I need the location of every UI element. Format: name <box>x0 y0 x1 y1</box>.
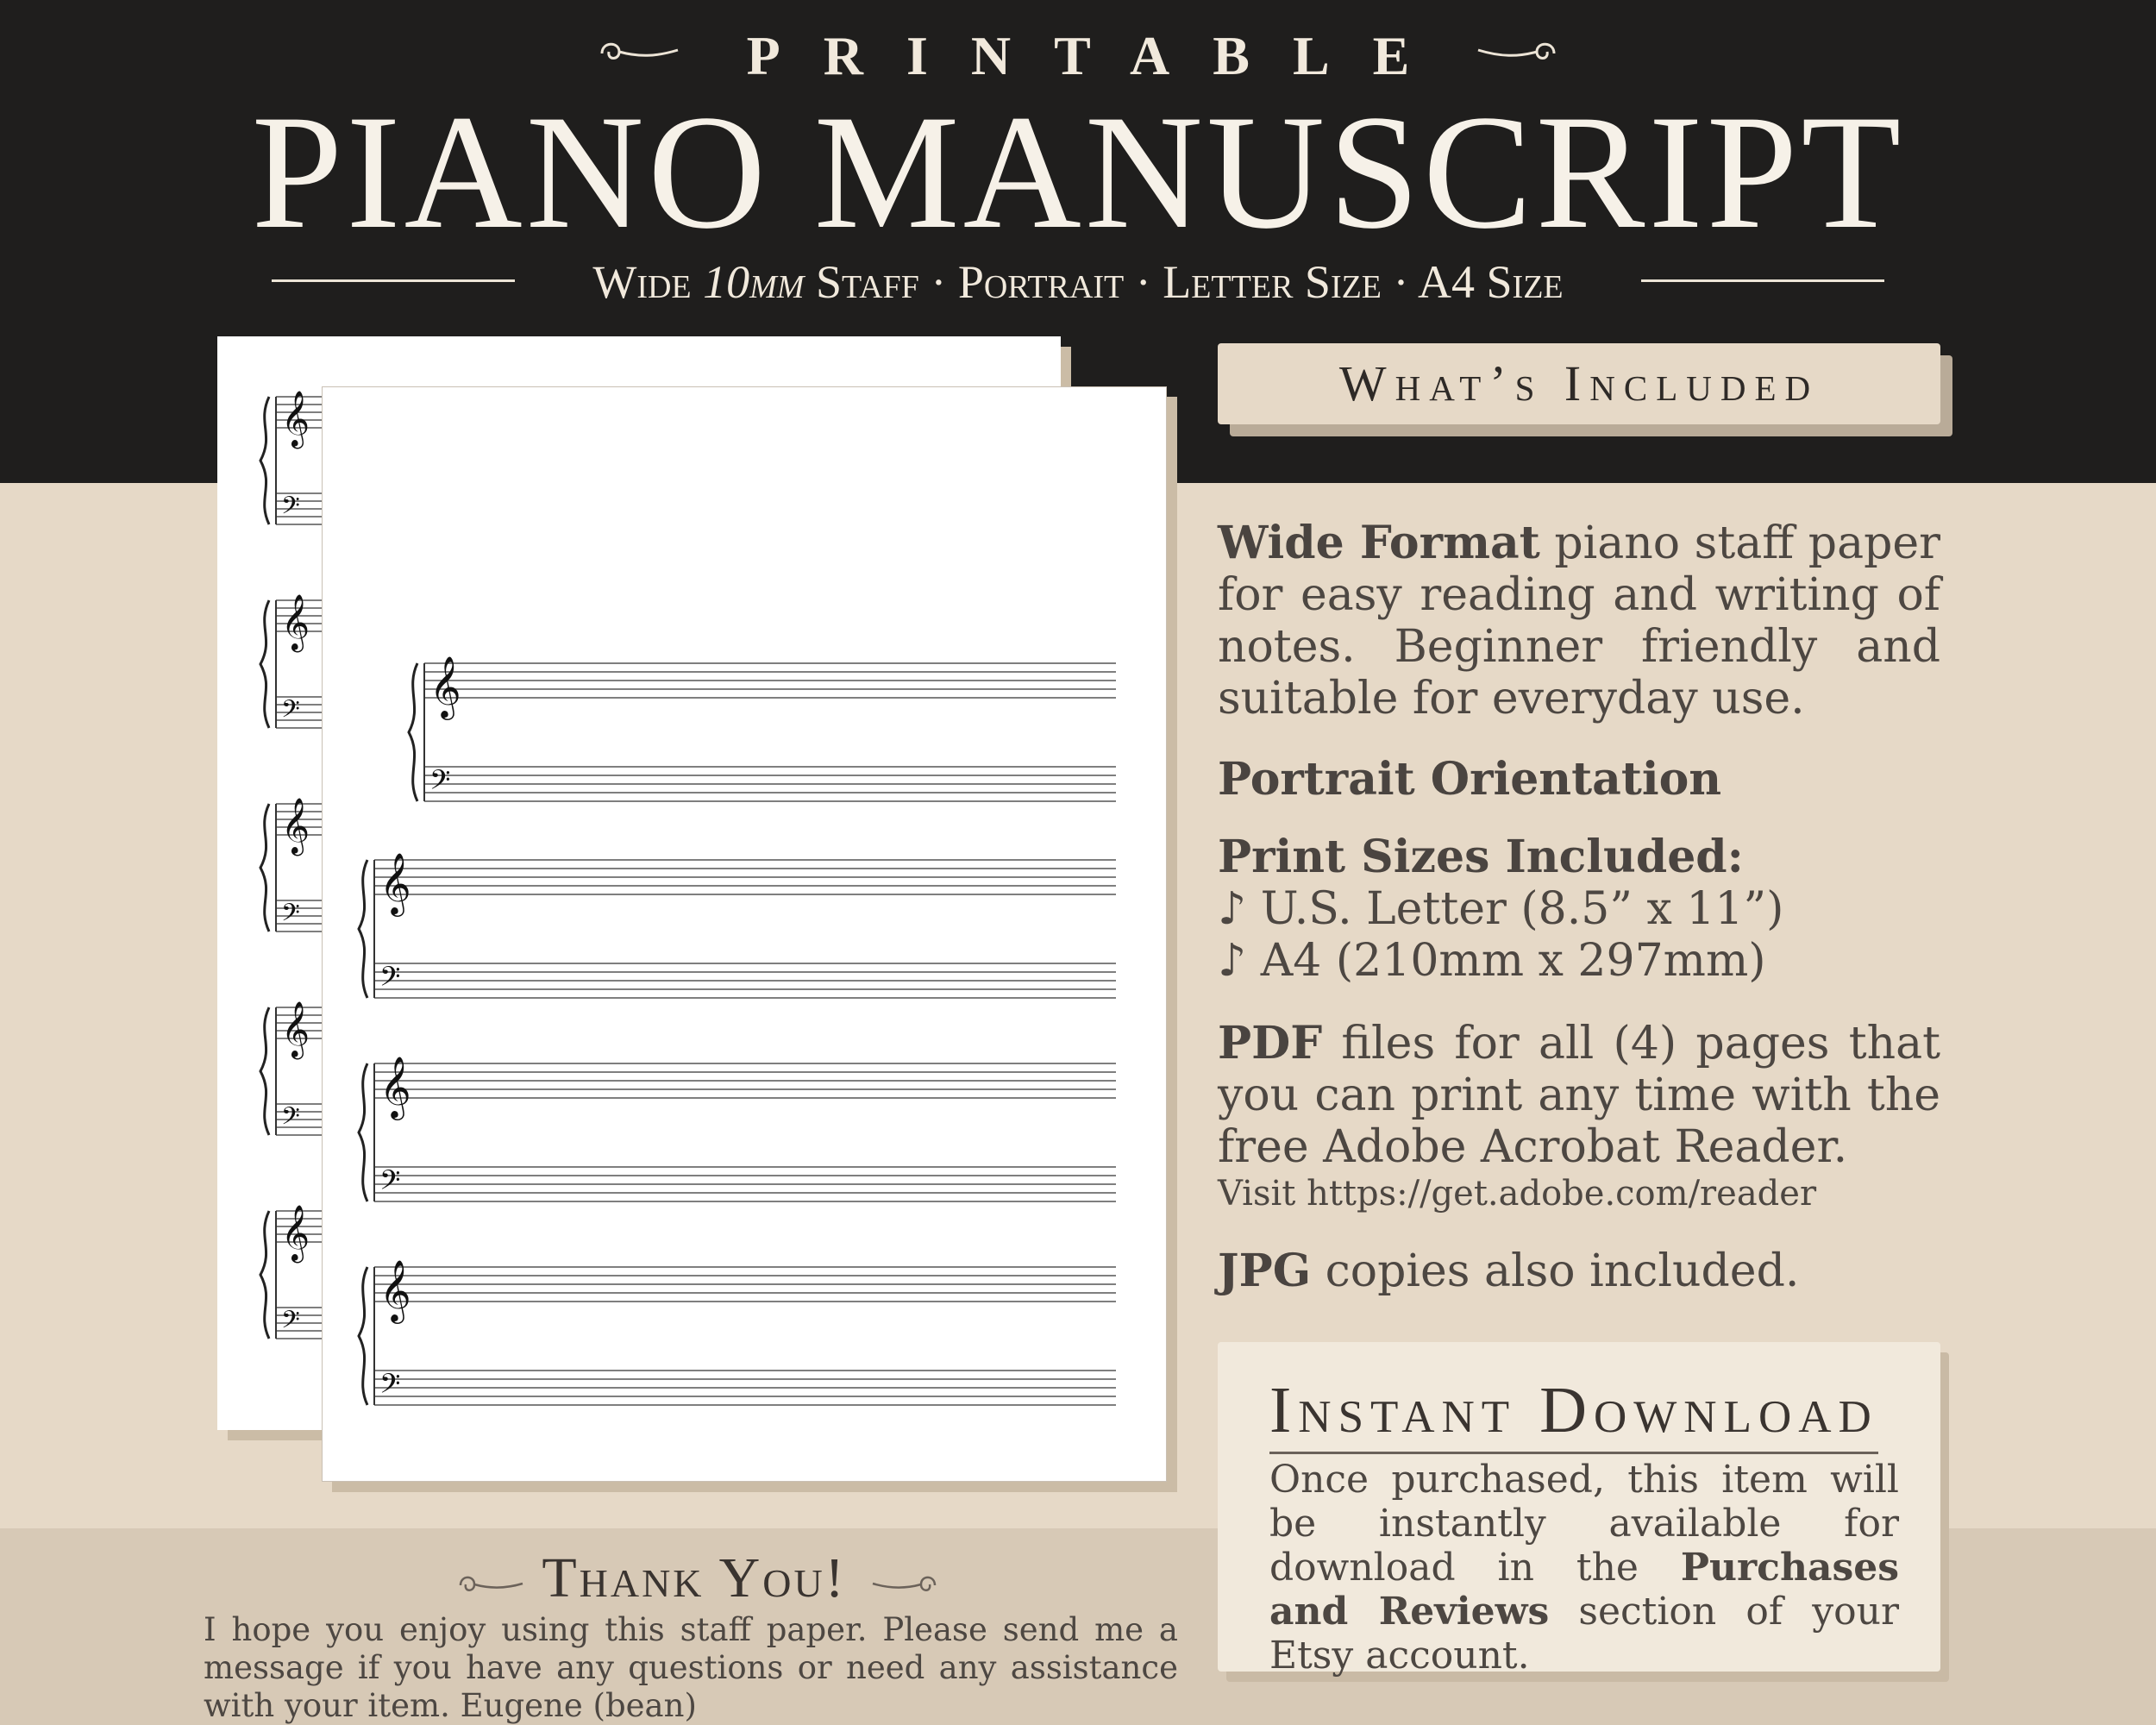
brace-icon <box>260 397 269 524</box>
sheet-preview-front <box>322 386 1167 1482</box>
whats-included-heading: What’s Included <box>1218 343 1940 424</box>
treble-clef-icon: 𝄞 <box>379 1258 411 1321</box>
adobe-link-text[interactable]: Visit https://get.adobe.com/reader <box>1218 1174 1817 1214</box>
brace-icon <box>260 1211 269 1339</box>
treble-clef-icon: 𝄞 <box>281 1001 310 1057</box>
bass-clef-icon: 𝄢 <box>429 764 451 802</box>
brace-icon <box>359 1267 367 1405</box>
brace-icon <box>260 600 269 728</box>
treble-clef-icon: 𝄞 <box>379 851 411 914</box>
download-text-bold: Purchases and Reviews <box>1269 1546 1899 1634</box>
page-title: PIANO MANUSCRIPT <box>251 82 1905 263</box>
subtitle-post: Staff · Portrait · Letter Size · A4 Size <box>804 256 1564 308</box>
eyebrow-printable: PRINTABLE <box>746 25 1453 86</box>
bass-clef-icon: 𝄢 <box>379 1368 401 1406</box>
bass-clef-icon: 𝄢 <box>281 694 300 730</box>
bass-clef-icon: 𝄢 <box>281 898 300 933</box>
treble-clef-icon: 𝄞 <box>281 594 310 650</box>
staff-preview-front <box>323 387 1166 1481</box>
download-text-post: section of your Etsy account. <box>1269 1590 1899 1678</box>
download-text-pre: Once purchased, this item will be instantly available for download in the <box>1269 1458 1899 1590</box>
pdf-text: files for all (4) pages that you can print any time with the free Adobe Acrobat Reader. <box>1218 1018 1940 1173</box>
pdf-bold: PDF <box>1218 1017 1323 1070</box>
bass-clef-icon: 𝄢 <box>281 1305 300 1340</box>
print-sizes <box>1218 831 1940 987</box>
subtitle-mm: 10mm <box>703 256 805 308</box>
instant-download-box <box>1218 1342 1940 1678</box>
bass-clef-icon: 𝄢 <box>379 1164 401 1202</box>
orientation-text <box>1218 754 1940 806</box>
jpg-description <box>1218 1245 1940 1297</box>
treble-clef-icon: 𝄞 <box>281 1205 310 1261</box>
subtitle-row <box>272 255 1884 316</box>
bass-clef-icon: 𝄢 <box>281 491 300 526</box>
brace-icon <box>359 1063 367 1201</box>
instant-download-title: Instant Download <box>1269 1373 1878 1454</box>
jpg-text: copies also included. <box>1311 1245 1800 1297</box>
orientation-bold: Portrait Orientation <box>1218 753 1722 806</box>
brace-icon <box>260 1007 269 1135</box>
brace-icon <box>260 804 269 932</box>
bass-clef-icon: 𝄢 <box>379 961 401 999</box>
grand-staff-system <box>409 655 1116 802</box>
grand-staff-system <box>359 1258 1116 1406</box>
thank-you-title: Thank You! <box>542 1546 847 1609</box>
print-sizes-heading: Print Sizes Included: <box>1218 831 1744 883</box>
jpg-bold: JPG <box>1218 1245 1312 1297</box>
thank-you-text: I hope you enjoy using this staff paper. Please send me a message if you have any questions or need any assistance with your item. Eugene (bean) <box>204 1611 1178 1724</box>
treble-clef-icon: 𝄞 <box>281 391 310 447</box>
treble-clef-icon: 𝄞 <box>379 1055 411 1118</box>
subtitle-pre: Wide <box>592 256 704 308</box>
size-letter: ♪ U.S. Letter (8.5” x 11”) <box>1218 883 1784 935</box>
bass-clef-icon: 𝄢 <box>281 1101 300 1137</box>
description-wide-format <box>1218 518 1940 724</box>
treble-clef-icon: 𝄞 <box>429 655 461 718</box>
brace-icon <box>409 663 417 801</box>
wide-format-bold: Wide Format <box>1218 517 1540 569</box>
subtitle <box>272 255 1884 309</box>
grand-staff-system <box>359 1055 1116 1202</box>
size-a4: ♪ A4 (210mm x 297mm) <box>1218 935 1766 987</box>
brace-icon <box>359 860 367 998</box>
grand-staff-system <box>359 851 1116 999</box>
wide-format-text: piano staff paper for easy reading and writing of notes. Beginner friendly and suitable for everyday use. <box>1218 518 1940 724</box>
pdf-description <box>1218 1018 1940 1173</box>
treble-clef-icon: 𝄞 <box>281 798 310 854</box>
